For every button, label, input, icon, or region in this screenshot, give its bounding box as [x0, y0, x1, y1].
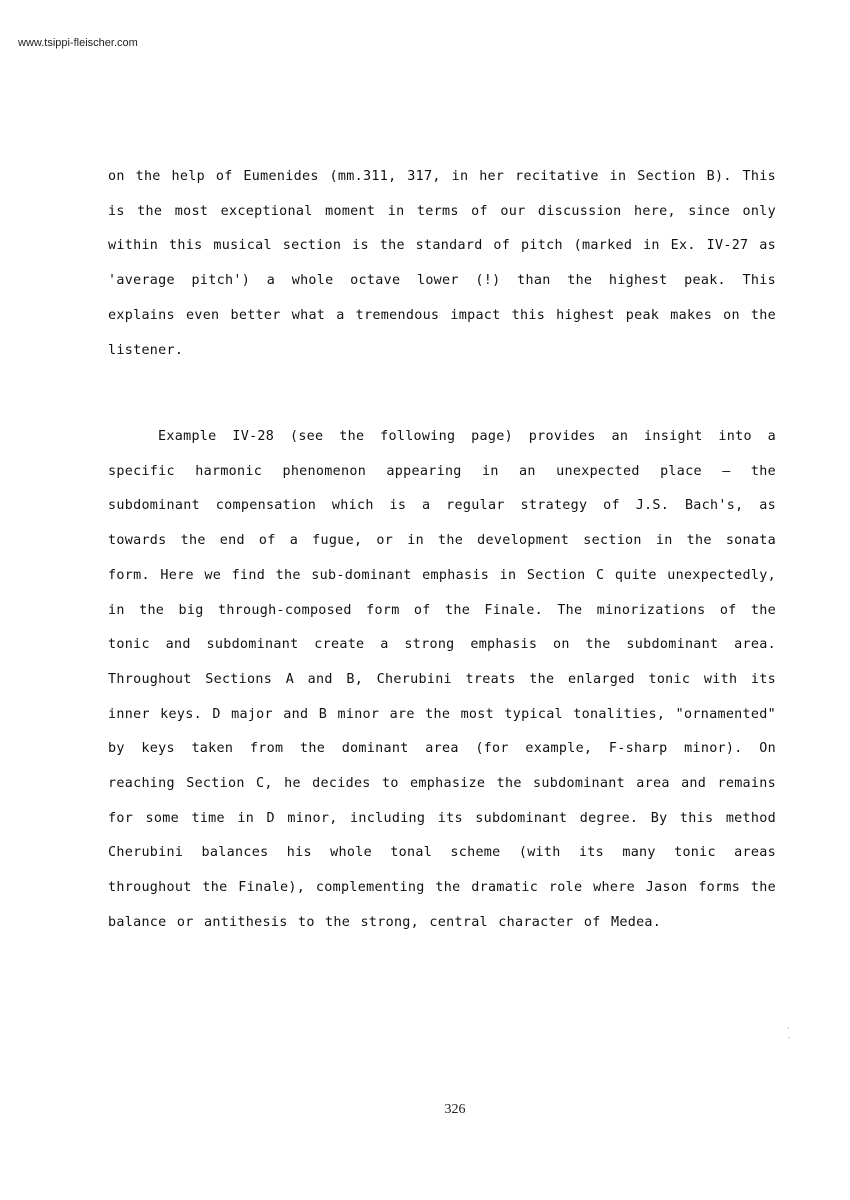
scan-speck-1: ·: [787, 1024, 790, 1033]
scan-speck-2: ′: [788, 1036, 790, 1045]
paragraph-1: on the help of Eumenides (mm.311, 317, in her recitative in Section B). This is the most exceptional moment in terms of our discussion here, since only within this musical section is the standard of pitch (marked in Ex. IV-27 as 'average pitch') a whole octave lower (!) than the highest peak. This explains even better what a tremendous impact this highest peak makes on the listener.: [108, 169, 776, 358]
page-number: 326: [444, 1102, 466, 1117]
paragraph-2: Example IV-28 (see the following page) provides an insight into a specific harmonic phenomenon appearing in an unexpected place – the subdominant compensation which is a regular strategy of J.S. Bach's, as towards the end of a fugue, or in the development section in the sonata form. Here we find the sub-dominant emphasis in Section C quite unexpectedly, in the big through-composed form of the Finale. The minorizations of the tonic and subdominant create a strong emphasis on the subdominant area. Throughout Sections A and B, Cherubini treats the enlarged tonic with its inner keys. D major and B minor are the most typical tonalities, "ornamented" by keys taken from the dominant area (for example, F-sharp minor). On reaching Section C, he decides to emphasize the subdominant area and remains for some time in D minor, including its subdominant degree. By this method Cherubini balances his whole tonal scheme (with its many tonic areas throughout the Finale), complementing the dramatic role where Jason forms the balance or antithesis to the strong, central character of Medea.: [108, 429, 776, 930]
website-watermark: www.tsippi-fleischer.com: [18, 37, 138, 49]
